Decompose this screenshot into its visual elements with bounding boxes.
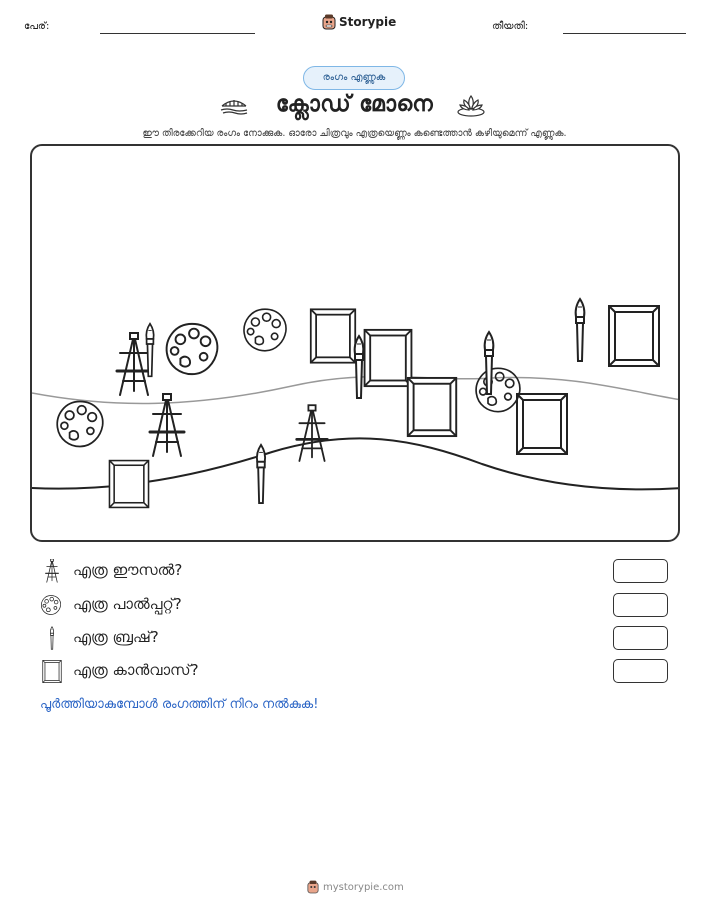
footer bbox=[307, 880, 404, 894]
footer-url[interactable]: mystorypie.com bbox=[323, 881, 404, 893]
brush-icon bbox=[40, 626, 64, 650]
date-label: തീയതി: bbox=[492, 21, 529, 32]
activity-badge: രംഗം എണ്ണുക bbox=[303, 66, 405, 90]
question-row bbox=[40, 556, 680, 586]
palette-item bbox=[57, 401, 103, 446]
worksheet-header bbox=[0, 12, 709, 42]
answer-box[interactable] bbox=[613, 626, 668, 650]
title-row bbox=[0, 92, 709, 124]
canvas-item bbox=[408, 378, 456, 436]
palette-icon bbox=[40, 593, 64, 617]
question-row bbox=[40, 623, 680, 653]
answer-box[interactable] bbox=[613, 593, 668, 617]
canvas-item bbox=[311, 309, 355, 362]
date-field[interactable] bbox=[563, 33, 686, 34]
mascot-icon bbox=[307, 880, 319, 894]
brush-item bbox=[576, 299, 585, 361]
answer-box[interactable] bbox=[613, 659, 668, 683]
brush-item bbox=[355, 336, 364, 398]
mascot-icon bbox=[322, 14, 336, 30]
canvas-item bbox=[365, 330, 412, 386]
coloring-instruction: പൂർത്തിയാകുമ്പോൾ രംഗത്തിന് നിറം നൽകുക! bbox=[40, 697, 319, 712]
easel-icon bbox=[40, 559, 64, 583]
scene-illustration bbox=[32, 146, 680, 542]
instructions: ഈ തിരക്കേറിയ രംഗം നോക്കുക. ഓരോ ചിത്രവും എത്രയെണ്ണം കണ്ടെത്താൻ കഴിയുമെന്ന് എണ്ണുക. bbox=[142, 128, 567, 139]
question-text: എത്ര ഈസൽ? bbox=[73, 561, 183, 579]
name-label: പേര്: bbox=[24, 21, 50, 32]
question-row bbox=[40, 656, 680, 686]
answer-box[interactable] bbox=[613, 559, 668, 583]
palette-item bbox=[244, 309, 286, 351]
brand-name: Storypie bbox=[339, 15, 397, 29]
page-title: ക്ലോഡ് മോനെ bbox=[275, 92, 434, 117]
storypie-logo bbox=[322, 14, 396, 30]
counting-scene bbox=[30, 144, 680, 542]
canvas-item bbox=[609, 306, 659, 366]
water-lily-icon bbox=[456, 92, 486, 118]
question-text: എത്ര ബ്രഷ്? bbox=[73, 628, 159, 646]
brush-item bbox=[146, 324, 153, 377]
palette-item bbox=[476, 368, 520, 411]
brush-item bbox=[257, 445, 265, 503]
question-text: എത്ര പാൽപ്പറ്റ്? bbox=[73, 595, 182, 613]
question-text: എത്ര കാൻവാസ്? bbox=[73, 661, 199, 679]
palette-item bbox=[167, 324, 218, 374]
easel-item bbox=[297, 405, 328, 461]
name-field[interactable] bbox=[100, 33, 255, 34]
brush-item bbox=[485, 332, 494, 394]
canvas-icon bbox=[40, 659, 64, 683]
canvas-item bbox=[109, 461, 148, 508]
canvas-item bbox=[517, 394, 567, 454]
question-row bbox=[40, 590, 680, 620]
